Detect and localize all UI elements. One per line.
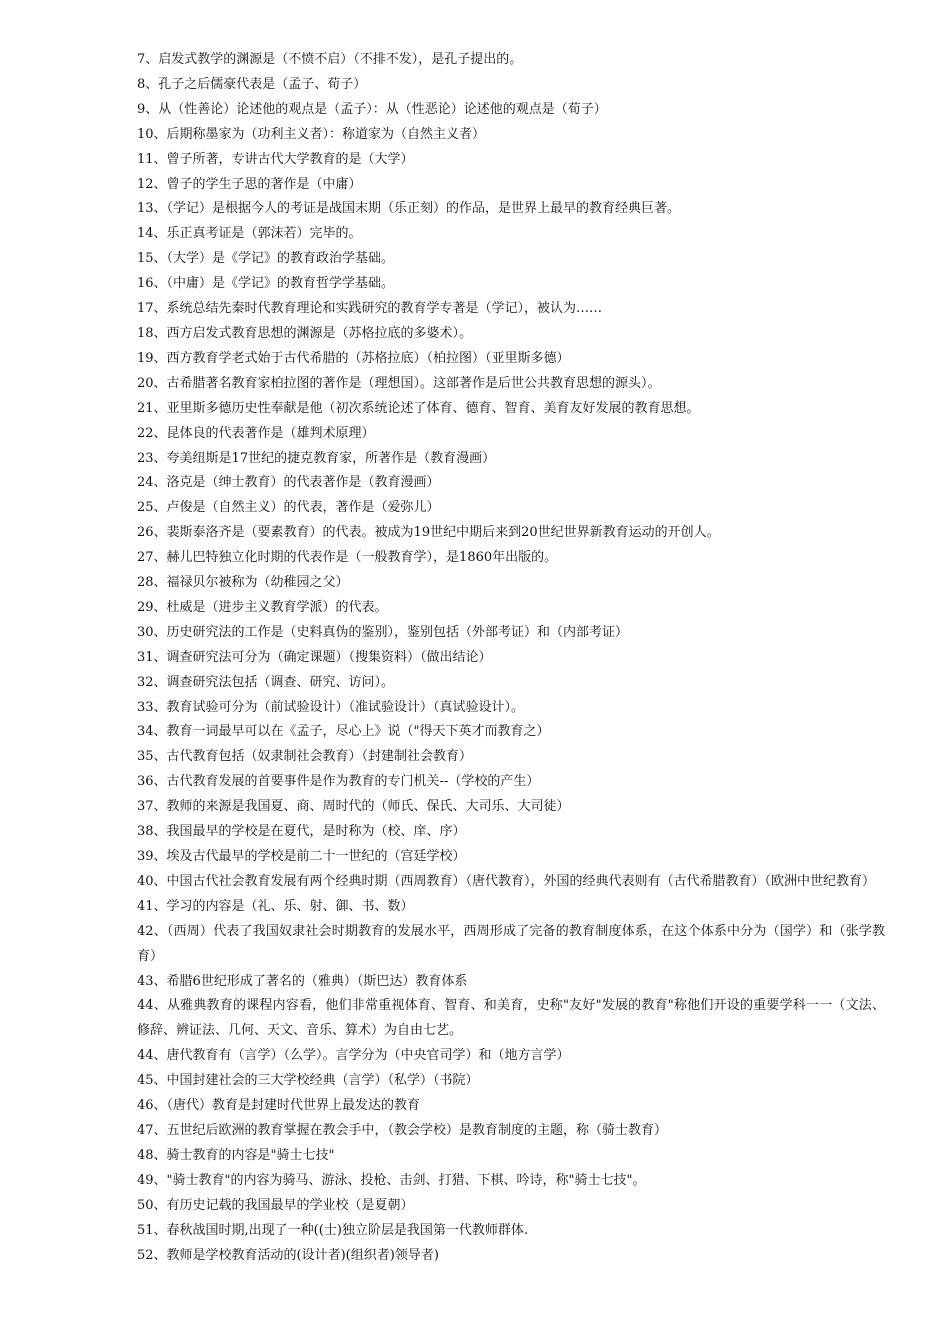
text-line: 35、古代教育包括（奴隶制社会教育）（封建制社会教育）: [137, 749, 473, 765]
text-line: 50、有历史记载的我国最早的学业校（是夏朝）: [137, 1197, 414, 1213]
text-line: 51、春秋战国时期,出现了一种((士)独立阶层是我国第一代教师群体.: [137, 1222, 529, 1238]
text-line: 15、（大学）是《学记》的教育政治学基础。: [137, 251, 395, 267]
text-line: 25、卢俊是（自然主义）的代表，著作是（爱弥儿）: [137, 500, 440, 516]
text-line: 45、中国封建社会的三大学校经典（言学）（私学）（书院）: [137, 1073, 479, 1089]
text-line: 14、乐正真考证是（郭沫若）完毕的。: [137, 226, 362, 242]
text-line: 41、学习的内容是（礼、乐、射、御、书、数）: [137, 898, 414, 914]
text-line: 52、教师是学校教育活动的(设计者)(组织者)领导者): [137, 1247, 439, 1263]
text-line: 46、（唐代）教育是封建时代世界上最发达的教育: [137, 1098, 421, 1114]
text-line: 36、古代教育发展的首要事件是作为教育的专门机关--（学校的产生）: [137, 774, 540, 790]
text-line: 13、（学记）是根据今人的考证是战国末期（乐正刻）的作品，是世界上最早的教育经典巨著。: [137, 201, 681, 217]
text-line: 20、古希腊著名教育家柏拉图的著作是（理想国）。这部著作是后世公共教育思想的源头）。: [137, 375, 661, 391]
text-line: 19、西方教育学老式始于古代希腊的（苏格拉底）（柏拉图）（亚里斯多德）: [137, 350, 570, 366]
text-line: 32、调查研究法包括（调查、研究、访问）。: [137, 674, 395, 690]
text-line: 22、昆体良的代表著作是（雄判术原理）: [137, 425, 375, 441]
text-line: 48、骑士教育的内容是"骑士七技": [137, 1147, 335, 1163]
text-line: 37、教师的来源是我国夏、商、周时代的（师氏、保氏、大司乐、大司徒）: [137, 799, 570, 815]
text-line: 9、从（性善论）论述他的观点是（孟子）：从（性恶论）论述他的观点是（荀子）: [137, 101, 607, 117]
text-line: 44、唐代教育有（言学）（么学）。言学分为（中央官司学）和（地方言学）: [137, 1048, 570, 1064]
text-line: 10、后期称墨家为（功利主义者）：称道家为（自然主义者）: [137, 126, 486, 142]
text-line: 29、杜威是（进步主义教育学派）的代表。: [137, 599, 388, 615]
document-body: [137, 48, 885, 1268]
text-line: 34、教育一词最早可以在《孟子，尽心上》说（"得天下英才而教育之）: [137, 724, 550, 740]
text-line: 21、亚里斯多德历史性奉献是他（初次系统论述了体育、德育、智育、美育友好发展的教育思想。: [137, 400, 700, 416]
text-line: 39、埃及古代最早的学校是前二十一世纪的（宫廷学校）: [137, 849, 466, 864]
text-line: 27、赫儿巴特独立化时期的代表作是（一般教育学），是1860年出版的。: [137, 550, 558, 566]
text-line: 26、裴斯泰洛齐是（要素教育）的代表。被成为19世纪中期后来到20世纪世界新教育运动的开创人。: [137, 525, 720, 541]
text-line: 17、系统总结先秦时代教育理论和实践研究的教育学专著是（学记），被认为……: [137, 301, 603, 317]
text-line: 8、孔子之后儒豪代表是（孟子、荀子）: [137, 76, 367, 92]
text-line: 42、（西周）代表了我国奴隶社会时期教育的发展水平，西周形成了完备的教育制度体系，在这个体系中分为（国学）和（张学教育）: [137, 923, 885, 964]
text-line: 11、曾子所著，专讲古代大学教育的是（大学）: [137, 151, 414, 167]
text-line: 38、我国最早的学校是在夏代，是时称为（校、庠、序）: [137, 824, 466, 840]
text-line: 31、调查研究法可分为（确定课题）（搜集资料）（做出结论）: [137, 649, 492, 665]
text-line: 43、希腊6世纪形成了著名的（雅典）（斯巴达）教育体系: [137, 973, 468, 989]
text-line: 30、历史研究法的工作是（史料真伪的鉴别），鉴别包括（外部考证）和（内部考证）: [137, 624, 629, 640]
text-line: 12、曾子的学生子思的著作是（中庸）: [137, 176, 362, 192]
text-line: 44、从雅典教育的课程内容看，他们非常重视体育、智育、和美育，史称"友好"发展的教育"称他们开设的重要学科一一（文法、修辞、辨证法、几何、天文、音乐、算术）为自由七艺。: [137, 998, 885, 1039]
text-line: 16、（中庸）是《学记》的教育哲学学基础。: [137, 276, 395, 292]
text-line: 47、五世纪后欧洲的教育掌握在教会手中，（教会学校）是教育制度的主题，称（骑士教育）: [137, 1122, 668, 1138]
text-line: 18、西方启发式教育思想的渊源是（苏格拉底的多婆术）。: [137, 325, 473, 341]
text-line: 49、"骑士教育"的内容为骑马、游泳、投枪、击剑、打猎、下棋、吟诗，称"骑士七技"。: [137, 1172, 646, 1188]
text-line: 40、中国古代社会教育发展有两个经典时期（西周教育）（唐代教育），外国的经典代表则有（古代希腊教育）（欧洲中世纪教育）: [137, 873, 876, 889]
text-line: 33、教育试验可分为（前试验设计）（准试验设计）（真试验设计）。: [137, 699, 525, 715]
text-line: 28、福禄贝尔被称为（幼稚园之父）: [137, 575, 349, 591]
text-line: 23、夸美纽斯是17世纪的捷克教育家，所著作是（教育漫画）: [137, 450, 496, 466]
text-line: 7、启发式教学的渊源是（不愤不启）（不排不发），是孔子提出的。: [137, 52, 523, 67]
text-line: 24、洛克是（绅士教育）的代表著作是（教育漫画）: [137, 475, 440, 491]
